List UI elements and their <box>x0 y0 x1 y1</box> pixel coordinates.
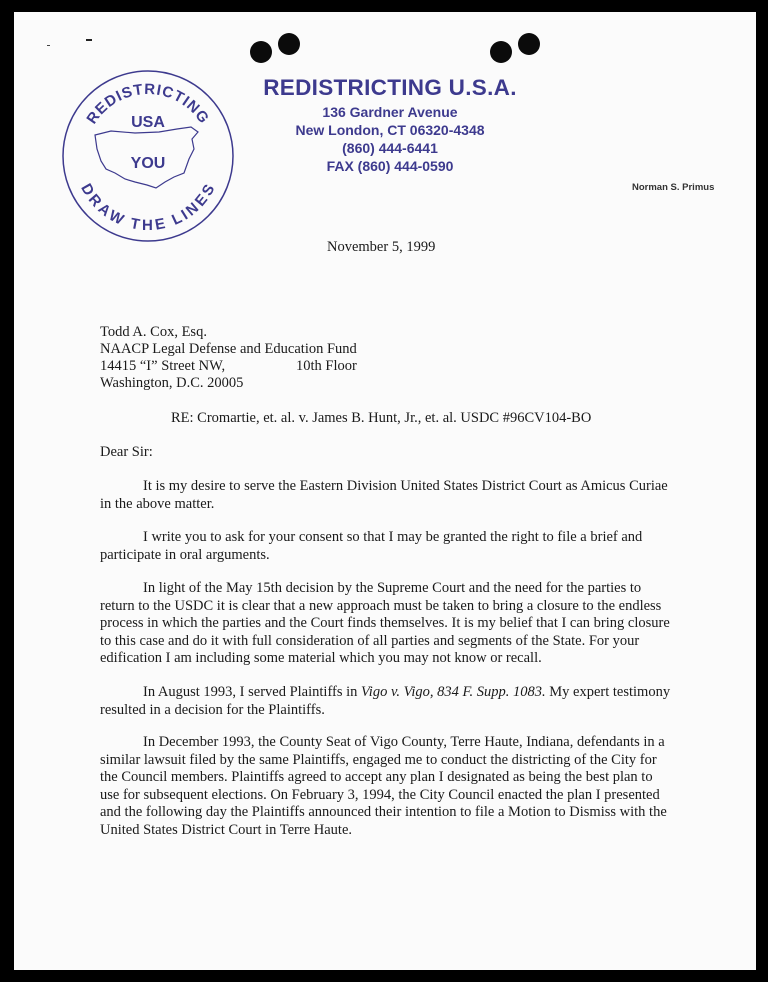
paragraph-text: It is my desire to serve the Eastern Division United States District Court as Amicus Curiae in the above matter. <box>100 478 668 512</box>
letter-page <box>14 12 756 970</box>
paragraph-text: In light of the May 15th decision by the Supreme Court and the need for the parties to return to the USDC it is clear that a new approach must be taken to bring a closure to the endless process in which the parties and the Court finds themselves. It is my belief that I can bring closure to this case and do it with full consideration of all parties and segments of the State. For your edification I am including some material which you may not know or recall. <box>100 580 670 666</box>
salutation: Dear Sir: <box>100 444 153 460</box>
paragraph-4-lead: In August 1993, I served Plaintiffs in <box>143 684 362 700</box>
address-city: New London, CT 06320-4348 <box>295 122 485 138</box>
paragraph-2 <box>100 529 672 564</box>
paragraph-text: I write you to ask for your consent so that I may be granted the right to file a brief and participate in oral arguments. <box>100 529 643 563</box>
paragraph-4-tail: My expert testimony resulted in a decision for the Plaintiffs. <box>100 684 671 718</box>
fax-number: FAX (860) 444-0590 <box>326 158 454 174</box>
paragraph-1 <box>100 478 672 513</box>
paragraph-3 <box>100 580 672 668</box>
svg-text:USA: USA <box>131 114 165 131</box>
punch-hole <box>278 33 300 55</box>
svg-text:DRAW THE LINES: DRAW THE LINES <box>77 180 219 234</box>
recipient-city: Washington, D.C. 20005 <box>100 375 244 391</box>
recipient-street: 14415 “I” Street NW, <box>100 358 226 374</box>
svg-text:YOU: YOU <box>130 155 166 172</box>
redistricting-seal-logo <box>61 69 235 243</box>
phone-number: (860) 444-6441 <box>342 140 438 156</box>
stray-mark <box>86 39 92 41</box>
recipient-name: Todd A. Cox, Esq. <box>100 324 207 340</box>
paragraph-4 <box>100 684 672 719</box>
paragraph-text <box>100 684 672 719</box>
letter-date: November 5, 1999 <box>327 239 436 255</box>
subject-line: RE: Cromartie, et. al. v. James B. Hunt, Jr., et. al. USDC #96CV104-BO <box>171 410 592 426</box>
punch-hole <box>518 33 540 55</box>
punch-hole <box>490 41 512 63</box>
recipient-floor: 10th Floor <box>296 358 357 374</box>
case-citation: Vigo v. Vigo, 834 F. Supp. 1083. <box>361 684 546 700</box>
stray-mark <box>47 45 50 46</box>
sender-name: Norman S. Primus <box>632 182 715 193</box>
recipient-organization: NAACP Legal Defense and Education Fund <box>100 341 357 357</box>
address-street: 136 Gardner Avenue <box>322 104 458 120</box>
paragraph-5 <box>100 734 672 839</box>
punch-hole <box>250 41 272 63</box>
svg-text:REDISTRICTING: REDISTRICTING <box>83 80 213 128</box>
paragraph-text: In December 1993, the County Seat of Vigo County, Terre Haute, Indiana, defendants in a similar lawsuit filed by the same Plaintiffs, engaged me to conduct the districting of the City for the Council members. Plaintiffs agreed to accept any plan I designated as being the best plan to use for subsequent elections. On February 3, 1994, the City Council enacted the plan I presented and the following day the Plaintiffs announced their intention to file a Motion to Dismiss with the United States District Court in Terre Haute. <box>100 734 667 838</box>
organization-name: REDISTRICTING U.S.A. <box>263 75 517 100</box>
